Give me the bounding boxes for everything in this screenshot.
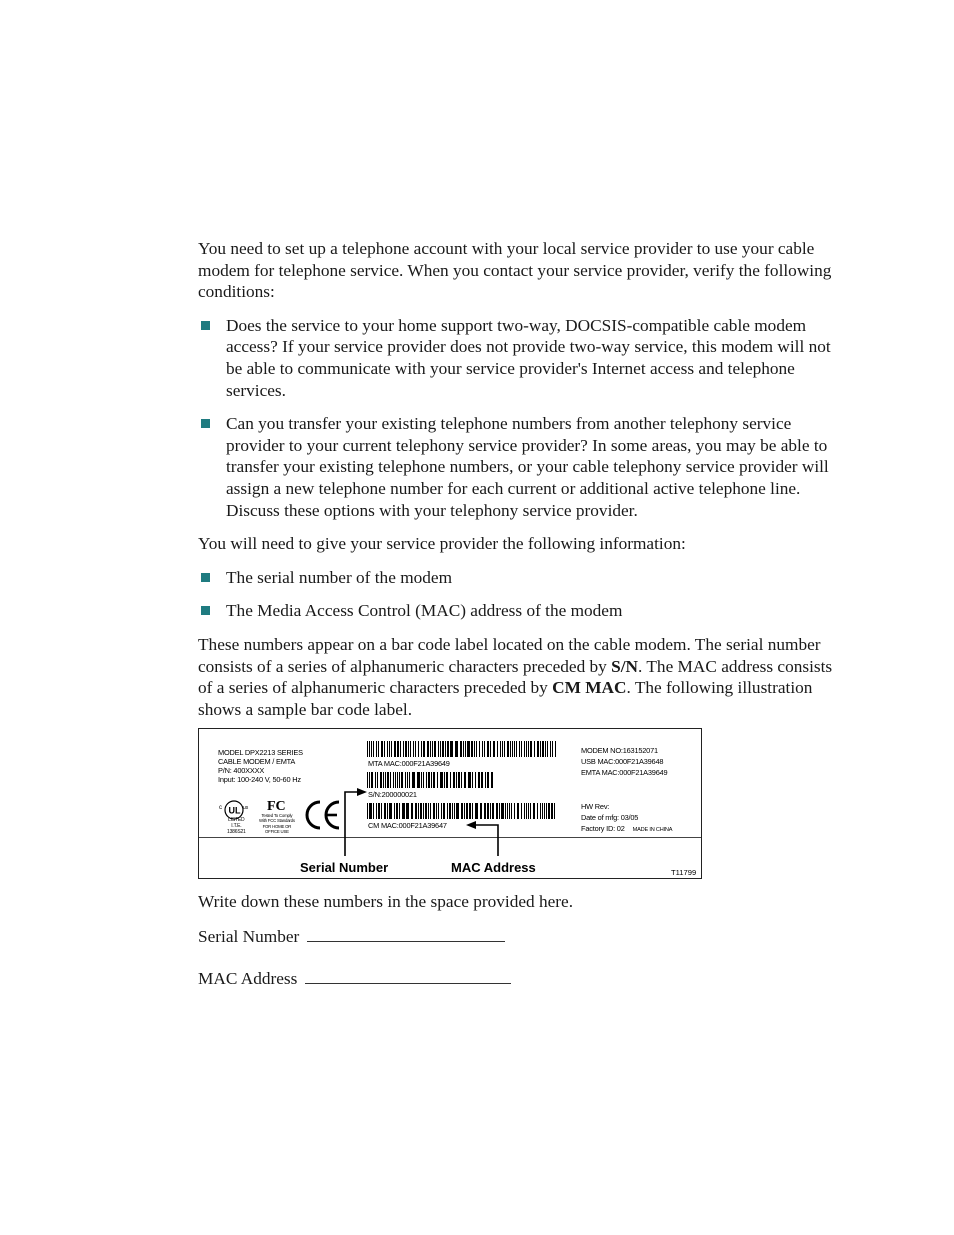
modem-id-line: USB MAC:000F21A39648 — [581, 757, 664, 767]
square-bullet-icon — [201, 419, 210, 428]
callout-arrows — [199, 729, 701, 878]
mac-address-blank[interactable] — [305, 967, 511, 984]
model-line: Input: 100-240 V, 50-60 Hz — [218, 775, 301, 785]
fcc-caption-line: With FCC Standards — [259, 818, 295, 824]
explain-text-3: . The following illustration shows a sample bar code label. — [198, 678, 813, 719]
conditions-list — [198, 315, 848, 521]
svg-text:us: us — [243, 805, 249, 812]
model-line: MODEL DPX2213 SERIES — [218, 748, 303, 758]
svg-text:UL: UL — [228, 805, 241, 816]
mfg-date-line: Date of mfg: 03/05 — [581, 813, 639, 823]
list-item — [198, 600, 848, 622]
barcode-label-illustration — [198, 728, 702, 879]
modem-id-line: MODEM NO:163152071 — [581, 746, 658, 756]
fcc-caption-line: Tested To Comply — [261, 813, 293, 819]
mta-mac-text: MTA MAC:000F21A39649 — [368, 759, 450, 769]
info-item-text: The serial number of the modem — [226, 567, 453, 587]
serial-number-field — [198, 925, 848, 948]
cm-mac-term: CM MAC — [552, 678, 627, 698]
list-item — [198, 413, 848, 521]
ul-code-text: 1386S21 — [227, 829, 246, 836]
serial-number-callout: Serial Number — [300, 860, 389, 876]
condition-text: Can you transfer your existing telephone numbers from another telephony service provider to your current telephony service provider? In some areas, you may be able to transfer your existing telephone numbers, or your cable telephony service provider will assign a new telephone number for each current or additional active telephone line. Discuss these options with your telephony service provider. — [226, 414, 829, 520]
serial-number-text: S/N:200000021 — [368, 790, 417, 800]
model-line: P/N: 400XXXX — [218, 766, 265, 776]
square-bullet-icon — [201, 321, 210, 330]
explain-text-1: These numbers appear on a bar code label located on the cable modem. The serial number consists of a series of alphanumeric characters preceded by — [198, 634, 821, 676]
square-bullet-icon — [201, 573, 210, 582]
ul-listed-text: LISTED — [228, 817, 245, 824]
info-item-text: The Media Access Control (MAC) address of the modem — [226, 601, 623, 621]
list-item — [198, 315, 848, 401]
model-line: CABLE MODEM / EMTA — [218, 757, 296, 767]
hw-rev-line: HW Rev: — [581, 802, 610, 812]
explanation-paragraph — [198, 634, 848, 720]
info-intro-paragraph: You will need to give your service provider the following information: — [198, 534, 686, 554]
write-down-instruction: Write down these numbers in the space provided here. — [198, 892, 574, 912]
mac-address-callout: MAC Address — [451, 860, 536, 876]
made-in-text: MADE IN CHINA — [632, 827, 673, 834]
svg-text:c: c — [219, 805, 222, 812]
info-list — [198, 567, 848, 622]
mac-address-field — [198, 967, 848, 990]
figure-id: T11799 — [671, 868, 697, 878]
explain-text-2: . The MAC address consists of a series of alphanumeric characters preceded by — [198, 656, 833, 698]
intro-paragraph: You need to set up a telephone account with your local service provider to use your cable modem for telephone service. When you contact your service provider, verify the following conditions: — [198, 239, 832, 302]
fcc-caption-line: OFFICE USE — [265, 828, 289, 834]
factory-id-line: Factory ID: 02 — [581, 824, 625, 834]
serial-number-blank[interactable] — [307, 925, 505, 942]
cm-mac-text: CM MAC:000F21A39647 — [368, 821, 447, 831]
sn-term: S/N — [611, 656, 639, 676]
document-page — [198, 238, 848, 990]
fcc-caption-line: FOR HOME OR — [262, 823, 292, 829]
list-item — [198, 567, 848, 589]
modem-id-line: EMTA MAC:000F21A39649 — [581, 768, 668, 778]
mac-address-label: MAC Address — [198, 969, 298, 989]
ul-ite-text: I.T.E. — [231, 823, 242, 830]
svg-text:FC: FC — [267, 799, 286, 814]
condition-text: Does the service to your home support two-way, DOCSIS-compatible cable modem access? If your service provider does not provide two-way service, this modem will not be able to communicate with your service provider's Internet access and telephone services. — [226, 315, 831, 400]
serial-number-label: Serial Number — [198, 926, 300, 946]
square-bullet-icon — [201, 606, 210, 615]
